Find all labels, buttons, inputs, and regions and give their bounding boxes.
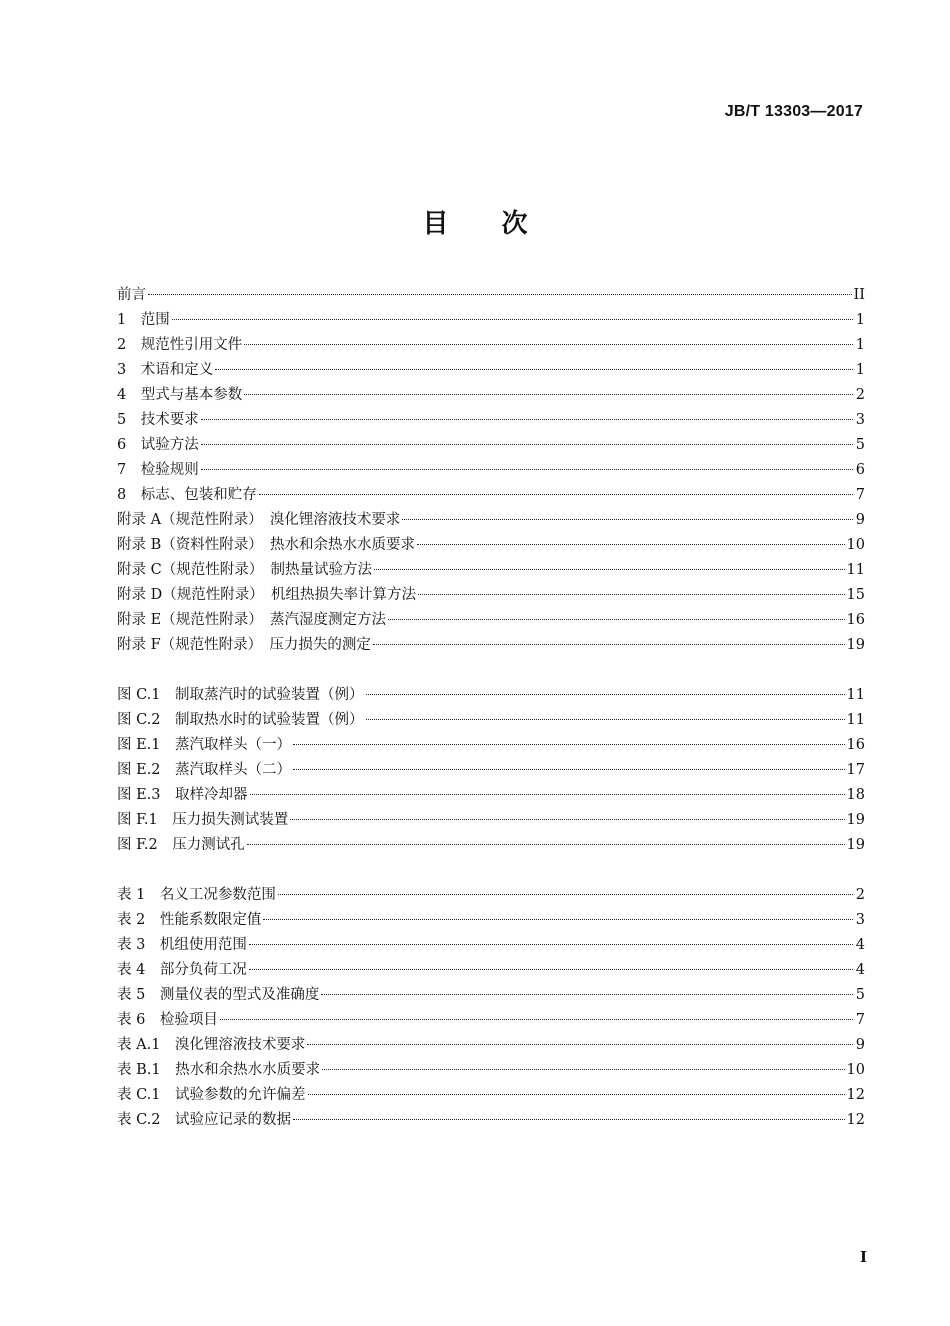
toc-entry-label: 表 C.1 试验参数的允许偏差 — [117, 1087, 306, 1103]
dot-leader — [366, 694, 845, 695]
toc-entry-label: 图 F.2 压力测试孔 — [117, 837, 245, 853]
dot-leader — [308, 1094, 845, 1095]
toc-entry-page: 7 — [855, 487, 865, 503]
toc-entry-page: 2 — [855, 387, 865, 403]
dot-leader — [201, 444, 853, 445]
toc-entry-page: 17 — [846, 762, 865, 778]
dot-leader — [259, 494, 853, 495]
toc-entry-label: 表 6 检验项目 — [117, 1012, 218, 1028]
toc-entry[interactable] — [117, 758, 865, 783]
dot-leader — [215, 369, 853, 370]
dot-leader — [244, 394, 853, 395]
toc-entry-page: 16 — [846, 612, 865, 628]
toc-entry-label: 表 C.2 试验应记录的数据 — [117, 1112, 292, 1128]
dot-leader — [366, 719, 845, 720]
toc-entry[interactable] — [117, 283, 865, 308]
toc-sections — [117, 283, 865, 658]
toc-entry-page: 11 — [846, 712, 865, 728]
dot-leader — [290, 819, 844, 820]
toc-entry-label: 3 术语和定义 — [117, 362, 214, 378]
toc-entry-label: 图 E.2 蒸汽取样头（二） — [117, 762, 292, 778]
toc-entry-label: 8 标志、包装和贮存 — [117, 487, 257, 503]
dot-leader — [278, 894, 853, 895]
toc-entry-page: 16 — [846, 737, 865, 753]
toc-entry[interactable] — [117, 358, 865, 383]
dot-leader — [201, 419, 853, 420]
toc-entry[interactable] — [117, 883, 865, 908]
toc-entry[interactable] — [117, 808, 865, 833]
toc-entry-page: 4 — [855, 937, 865, 953]
dot-leader — [249, 969, 853, 970]
toc-figures — [117, 683, 865, 858]
toc-entry-page: 3 — [855, 412, 865, 428]
toc-entry[interactable] — [117, 1033, 865, 1058]
toc-entry[interactable] — [117, 408, 865, 433]
toc-entry[interactable] — [117, 1108, 865, 1133]
toc-entry-label: 2 规范性引用文件 — [117, 337, 243, 353]
toc-entry[interactable] — [117, 933, 865, 958]
toc-entry-label: 表 3 机组使用范围 — [117, 937, 247, 953]
toc-entry-page: 6 — [855, 462, 865, 478]
toc-entry[interactable] — [117, 558, 865, 583]
toc-entry-label: 6 试验方法 — [117, 437, 199, 453]
toc-entry[interactable] — [117, 908, 865, 933]
dot-leader — [373, 644, 845, 645]
toc-entry-label: 表 B.1 热水和余热水水质要求 — [117, 1062, 321, 1078]
toc-entry[interactable] — [117, 483, 865, 508]
toc-entry-label: 前言 — [117, 287, 146, 303]
toc-entry-page: 9 — [855, 512, 865, 528]
toc-entry-label: 图 C.2 制取热水时的试验装置（例） — [117, 712, 364, 728]
toc-entry-label: 附录 D（规范性附录） 机组热损失率计算方法 — [117, 587, 416, 603]
toc-entry-page: 9 — [855, 1037, 865, 1053]
toc-entry[interactable] — [117, 733, 865, 758]
toc-entry[interactable] — [117, 583, 865, 608]
toc-entry-page: 10 — [846, 537, 865, 553]
toc-entry-page: 1 — [855, 362, 865, 378]
toc-entry-label: 表 1 名义工况参数范围 — [117, 887, 276, 903]
toc-tables — [117, 883, 865, 1133]
dot-leader — [388, 619, 845, 620]
toc-entry-page: 12 — [846, 1112, 865, 1128]
toc-entry-page: 11 — [846, 562, 865, 578]
dot-leader — [263, 919, 853, 920]
toc-entry-page: 7 — [855, 1012, 865, 1028]
toc-entry-page: 2 — [855, 887, 865, 903]
dot-leader — [293, 769, 845, 770]
toc-entry-page: 5 — [855, 437, 865, 453]
dot-leader — [374, 569, 845, 570]
toc-entry-label: 附录 F（规范性附录） 压力损失的测定 — [117, 637, 371, 653]
toc-entry-label: 图 F.1 压力损失测试装置 — [117, 812, 289, 828]
toc-entry-label: 7 检验规则 — [117, 462, 199, 478]
dot-leader — [172, 319, 853, 320]
toc-entry-label: 表 4 部分负荷工况 — [117, 962, 247, 978]
toc-entry-page: 18 — [846, 787, 865, 803]
toc-entry[interactable] — [117, 1008, 865, 1033]
toc-entry-label: 图 E.3 取样冷却器 — [117, 787, 248, 803]
dot-leader — [402, 519, 853, 520]
toc-entry[interactable] — [117, 1083, 865, 1108]
toc-entry[interactable] — [117, 508, 865, 533]
standard-number: JB/T 13303—2017 — [724, 103, 863, 120]
toc-entry-page: 4 — [855, 962, 865, 978]
toc-entry-page: 11 — [846, 687, 865, 703]
toc-entry-page: 10 — [846, 1062, 865, 1078]
toc-entry-page: II — [853, 287, 865, 303]
dot-leader — [201, 469, 853, 470]
dot-leader — [148, 294, 852, 295]
toc-entry-label: 表 A.1 溴化锂溶液技术要求 — [117, 1037, 306, 1053]
toc-entry-label: 附录 B（资料性附录） 热水和余热水水质要求 — [117, 537, 416, 553]
toc-entry-page: 1 — [855, 337, 865, 353]
dot-leader — [307, 1044, 853, 1045]
toc-entry-page: 1 — [855, 312, 865, 328]
dot-leader — [220, 1019, 853, 1020]
toc-entry-label: 附录 E（规范性附录） 蒸汽湿度测定方法 — [117, 612, 386, 628]
toc-entry[interactable] — [117, 458, 865, 483]
dot-leader — [321, 994, 853, 995]
toc-entry-page: 3 — [855, 912, 865, 928]
toc-entry-label: 图 E.1 蒸汽取样头（一） — [117, 737, 292, 753]
toc-entry-label: 附录 C（规范性附录） 制热量试验方法 — [117, 562, 372, 578]
toc-entry-label: 图 C.1 制取蒸汽时的试验装置（例） — [117, 687, 364, 703]
toc-entry-label: 4 型式与基本参数 — [117, 387, 243, 403]
toc-entry[interactable] — [117, 783, 865, 808]
toc-entry-page: 19 — [846, 812, 865, 828]
dot-leader — [247, 844, 845, 845]
toc-entry-label: 表 5 测量仪表的型式及准确度 — [117, 987, 320, 1003]
dot-leader — [249, 944, 853, 945]
dot-leader — [293, 744, 845, 745]
dot-leader — [244, 344, 853, 345]
toc-entry[interactable] — [117, 833, 865, 858]
toc-entry[interactable] — [117, 708, 865, 733]
dot-leader — [418, 594, 845, 595]
toc-entry-page: 19 — [846, 637, 865, 653]
toc-entry-label: 附录 A（规范性附录） 溴化锂溶液技术要求 — [117, 512, 401, 528]
toc-entry[interactable] — [117, 433, 865, 458]
page-title: 目 次 — [422, 209, 528, 239]
toc-entry[interactable] — [117, 683, 865, 708]
toc-entry-label: 表 2 性能系数限定值 — [117, 912, 262, 928]
toc-entry-page: 15 — [846, 587, 865, 603]
toc-entry[interactable] — [117, 1058, 865, 1083]
toc-entry[interactable] — [117, 608, 865, 633]
toc-entry-page: 5 — [855, 987, 865, 1003]
toc-entry[interactable] — [117, 983, 865, 1008]
toc-entry-label: 1 范围 — [117, 312, 170, 328]
dot-leader — [293, 1119, 845, 1120]
footer-page-number: I — [859, 1248, 867, 1266]
toc-entry[interactable] — [117, 333, 865, 358]
toc-entry[interactable] — [117, 383, 865, 408]
toc-entry[interactable] — [117, 533, 865, 558]
toc-entry[interactable] — [117, 308, 865, 333]
dot-leader — [322, 1069, 844, 1070]
toc-entry[interactable] — [117, 633, 865, 658]
toc-entry-page: 12 — [846, 1087, 865, 1103]
toc-entry-page: 19 — [846, 837, 865, 853]
dot-leader — [250, 794, 845, 795]
dot-leader — [417, 544, 845, 545]
toc-entry[interactable] — [117, 958, 865, 983]
toc-entry-label: 5 技术要求 — [117, 412, 199, 428]
